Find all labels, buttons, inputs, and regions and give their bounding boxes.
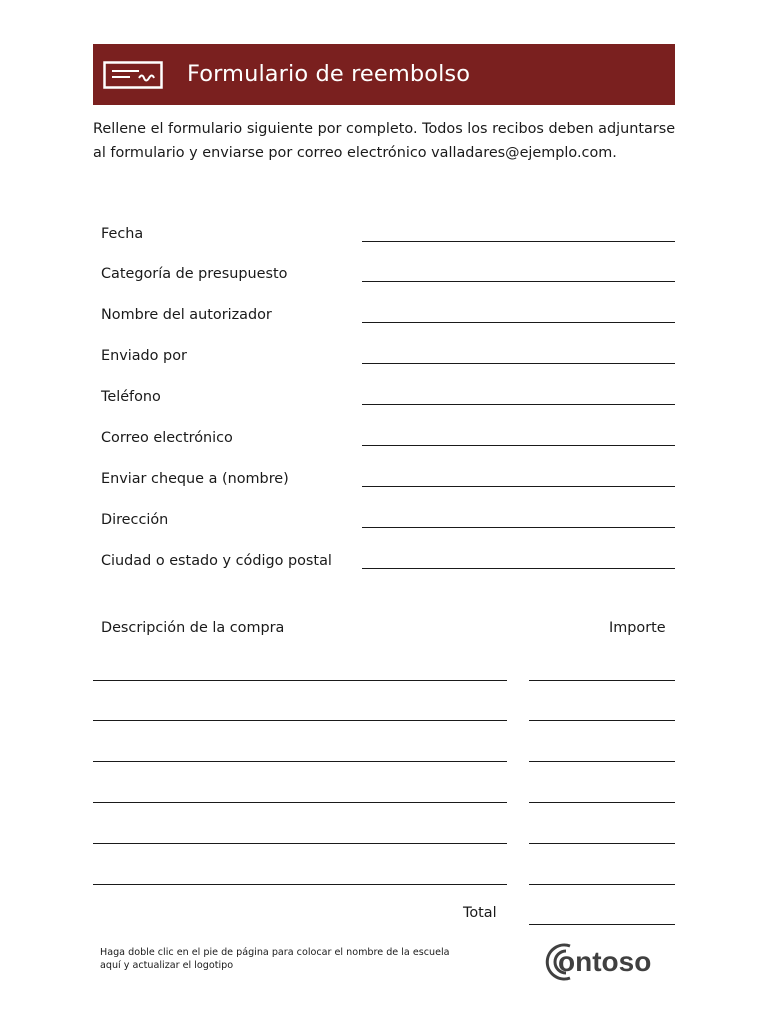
budget-category-field[interactable] [362,281,675,282]
field-label: Enviar cheque a (nombre) [101,471,289,487]
field-label: Ciudad o estado y código postal [101,553,332,569]
amount-field[interactable] [529,884,675,885]
field-label: Dirección [101,512,169,528]
field-row-check-to[interactable] [93,457,675,487]
footer-note: Haga doble clic en el pie de página para colocar el nombre de la escuela aquí y actualizar el logotipo [100,947,450,971]
field-row-city-state-zip[interactable] [93,539,675,569]
header-banner [93,44,675,105]
total-field[interactable] [529,924,675,925]
description-field[interactable] [93,884,507,885]
amount-field[interactable] [529,680,675,681]
field-label: Nombre del autorizador [101,307,272,323]
field-label: Enviado por [101,348,187,364]
amount-field[interactable] [529,720,675,721]
field-row-budget-category[interactable] [93,252,675,282]
logo-text: ontoso [558,946,652,977]
field-label: Correo electrónico [101,430,233,446]
amount-field[interactable] [529,802,675,803]
field-row-sent-by[interactable] [93,334,675,364]
field-row-date[interactable] [93,212,675,242]
intro-text: Rellene el formulario siguiente por completo. Todos los recibos deben adjuntarse al formulario y enviarse por correo electrónico valladares@ejemplo.com. [93,121,676,161]
check-to-field[interactable] [362,486,675,487]
field-label: Teléfono [101,389,161,405]
contoso-logo [540,937,670,987]
date-field[interactable] [362,241,675,242]
phone-field[interactable] [362,404,675,405]
description-field[interactable] [93,802,507,803]
authorizer-field[interactable] [362,322,675,323]
description-header: Descripción de la compra [101,620,285,636]
amount-field[interactable] [529,761,675,762]
city-state-zip-field[interactable] [362,568,675,569]
description-field[interactable] [93,761,507,762]
description-field[interactable] [93,680,507,681]
field-row-authorizer[interactable] [93,293,675,323]
check-icon [103,61,163,89]
total-label: Total [463,905,497,921]
field-row-email[interactable] [93,416,675,446]
amount-header: Importe [609,620,666,636]
page-title: Formulario de reembolso [187,61,471,87]
email-field[interactable] [362,445,675,446]
description-field[interactable] [93,843,507,844]
field-label: Categoría de presupuesto [101,266,288,282]
address-field[interactable] [362,527,675,528]
sent-by-field[interactable] [362,363,675,364]
field-row-address[interactable] [93,498,675,528]
amount-field[interactable] [529,843,675,844]
field-row-phone[interactable] [93,375,675,405]
description-field[interactable] [93,720,507,721]
field-label: Fecha [101,226,144,242]
